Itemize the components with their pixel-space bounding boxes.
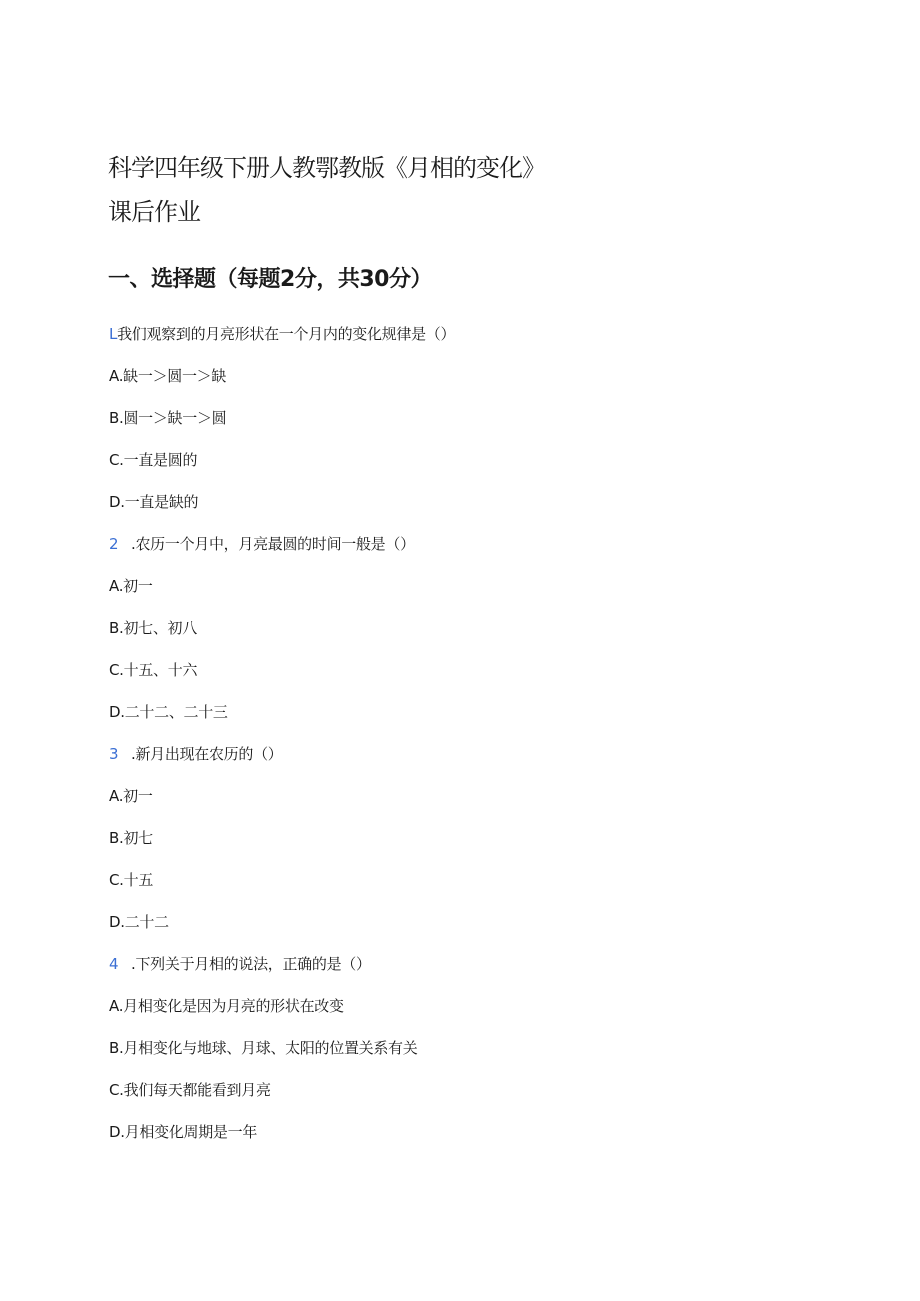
question-1-stem	[109, 320, 809, 362]
option-2a: A.初一	[109, 577, 153, 595]
option-3a: A.初一	[109, 787, 153, 805]
option-4a: A.月相变化是因为月亮的形状在改变	[109, 997, 344, 1015]
option-3c: C.十五	[109, 871, 154, 889]
question-text: .下列关于月相的说法，正确的是（）	[131, 955, 371, 973]
question-number: 4	[109, 955, 119, 973]
question-2-stem	[109, 530, 809, 572]
option-2b: B.初七、初八	[109, 619, 197, 637]
option-1a: A.缺一＞圆一＞缺	[109, 367, 227, 385]
option-1c: C.一直是圆的	[109, 451, 198, 469]
section-heading	[108, 262, 432, 298]
question-text: 我们观察到的月亮形状在一个月内的变化规律是（）	[117, 325, 456, 343]
question-4-stem	[109, 950, 809, 992]
question-text: .新月出现在农历的（）	[131, 745, 283, 763]
question-number: 3	[109, 745, 119, 763]
section-points-per-question: 2	[280, 267, 295, 292]
question-number: L	[109, 325, 118, 343]
option-2c: C.十五、十六	[109, 661, 198, 679]
document-title	[108, 146, 628, 234]
question-list	[109, 320, 809, 1160]
option-3b: B.初七	[109, 829, 153, 847]
question-text: .农历一个月中，月亮最圆的时间一般是（）	[131, 535, 415, 553]
section-heading-prefix: 一、选择题（每题	[108, 267, 281, 292]
option-1b: B.圆一＞缺一＞圆	[109, 409, 227, 427]
option-2d: D.二十二、二十三	[109, 703, 228, 721]
option-4d: D.月相变化周期是一年	[109, 1123, 258, 1141]
question-number: 2	[109, 535, 119, 553]
document-title-line-2: 课后作业	[108, 198, 200, 226]
section-heading-suffix: 分）	[388, 267, 432, 292]
option-4b: B.月相变化与地球、月球、太阳的位置关系有关	[109, 1039, 418, 1057]
question-3-stem	[109, 740, 809, 782]
option-1d: D.一直是缺的	[109, 493, 199, 511]
option-4c: C.我们每天都能看到月亮	[109, 1081, 271, 1099]
document-title-line-1: 科学四年级下册人教鄂教版《月相的变化》	[108, 154, 545, 182]
section-total-points: 30	[359, 267, 389, 292]
section-heading-middle: 分，共	[294, 267, 360, 292]
option-3d: D.二十二	[109, 913, 169, 931]
